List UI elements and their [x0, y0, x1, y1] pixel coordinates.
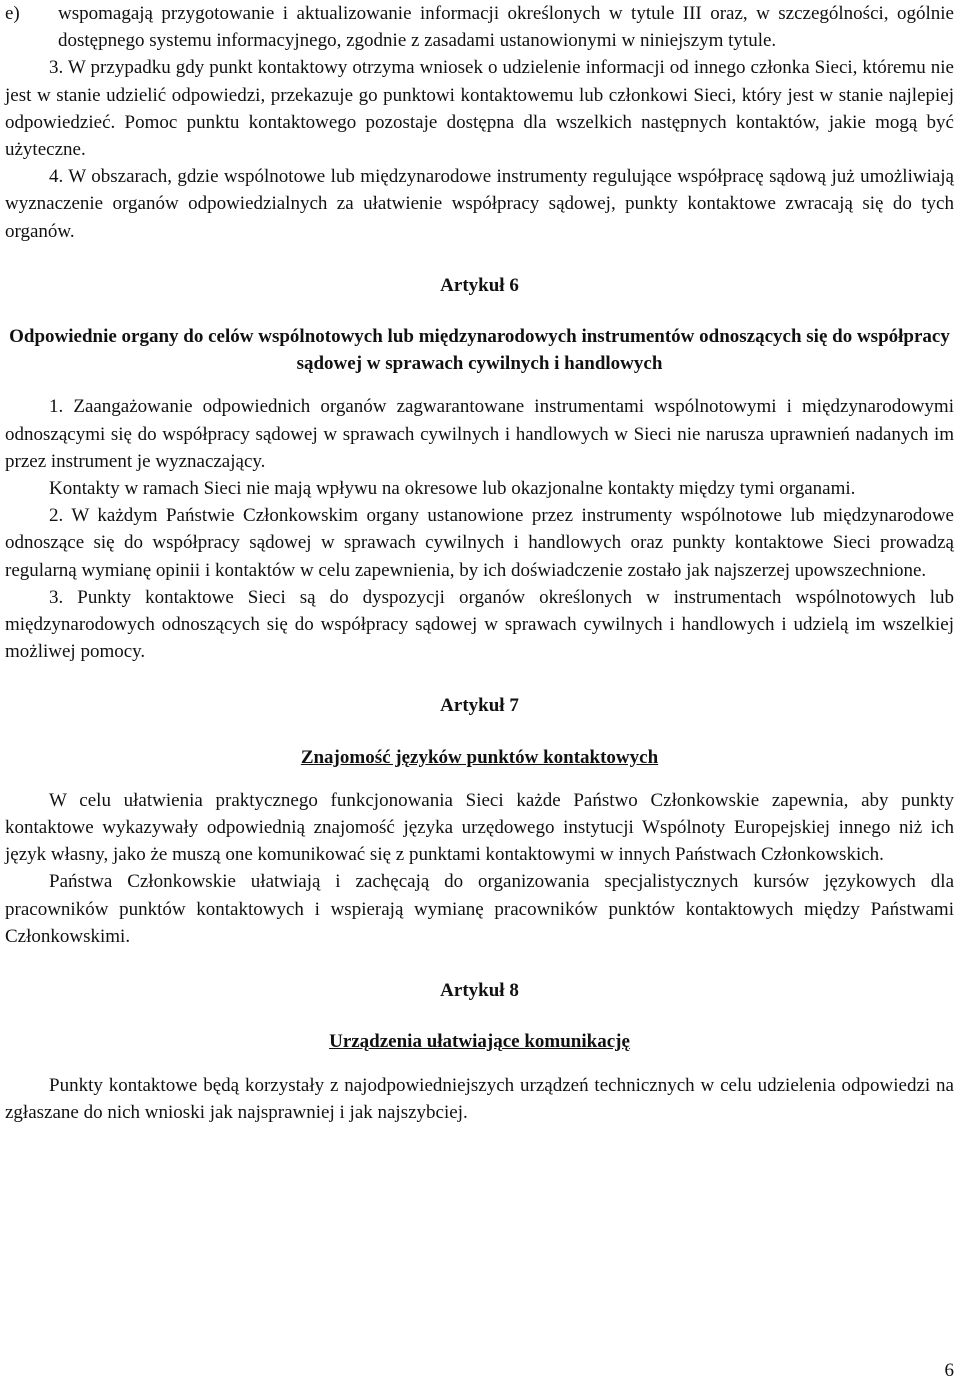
article-7-title: Artykuł 7	[440, 695, 519, 717]
article-6-paragraph-1: 1. Zaangażowanie odpowiednich organów zagwarantowane instrumentami wspólnotowymi i międzynarodowymi odnoszącymi się do współpracy sądowej w sprawach cywilnych i handlowych w Sieci nie narusza uprawnień nadanych im przez instrument je wyznaczający.	[5, 396, 954, 472]
list-item-text: wspomagają przygotowanie i aktualizowanie informacji określonych w tytule III oraz, w szczególności, ogólnie dostępnego systemu informacyjnego, zgodnie z zasadami ustanowionymi w niniejszym tytule.	[58, 3, 954, 52]
paragraph-3: 3. W przypadku gdy punkt kontaktowy otrzyma wniosek o udzielenie informacji od innego członka Sieci, któremu nie jest w stanie udzielić odpowiedzi, przekazuje go punktowi kontaktowemu lub członkowi Sieci, który jest w stanie najlepiej odpowiedzieć. Pomoc punktu kontaktowego pozostaje dostępna dla wszelkich następnych kontaktów, jakie mogą być użyteczne.	[5, 57, 954, 161]
article-6-title: Artykuł 6	[440, 274, 519, 296]
page-number: 6	[944, 1360, 954, 1381]
paragraph-4: 4. W obszarach, gdzie wspólnotowe lub międzynarodowe instrumenty regulujące współpracę sądową już umożliwiają wyznaczenie organów odpowiedzialnych za ułatwienie współpracy sądowej, punkty kontaktowe zwracają się do tych organów.	[5, 166, 954, 242]
article-7-heading: Znajomość języków punktów kontaktowych	[300, 746, 659, 768]
article-8-paragraph-1: Punkty kontaktowe będą korzystały z najodpowiedniejszych urządzeń technicznych w celu udzielenia odpowiedzi na zgłaszane do nich wnioski jak najsprawniej i jak najszybciej.	[5, 1074, 954, 1123]
article-6-paragraph-3: 3. Punkty kontaktowe Sieci są do dyspozycji organów określonych w instrumentach wspólnotowych lub międzynarodowych odnoszących się do współpracy sądowej w sprawach cywilnych i handlowych i udzielą im wszelkiej możliwej pomocy.	[5, 586, 954, 663]
list-marker: e)	[5, 3, 20, 24]
list-item-e	[5, 0, 954, 54]
document-page	[5, 0, 954, 1126]
article-8-title: Artykuł 8	[440, 980, 519, 1002]
article-6-paragraph-1b: Kontakty w ramach Sieci nie mają wpływu na okresowe lub okazjonalne kontakty między tymi organami.	[49, 478, 856, 500]
article-7-paragraph-2: Państwa Członkowskie ułatwiają i zachęcają do organizowania specjalistycznych kursów językowych dla pracowników punktów kontaktowych i wspierają wymianę pracowników punktów kontaktowych między Państwami Członkowskimi.	[5, 871, 954, 947]
article-6-heading: Odpowiednie organy do celów wspólnotowych lub międzynarodowych instrumentów odnoszących się do współpracy sądowej w sprawach cywilnych i handlowych	[9, 326, 950, 375]
article-8-heading: Urządzenia ułatwiające komunikację	[329, 1031, 630, 1053]
article-7-paragraph-1: W celu ułatwienia praktycznego funkcjonowania Sieci każde Państwo Członkowskie zapewnia, aby punkty kontaktowe wykazywały odpowiednią znajomość języka urzędowego instytucji Wspólnoty Europejskiej innego niż ich język własny, jako że muszą one komunikować się z punktami kontaktowymi w innych Państwach Członkowskich.	[5, 789, 954, 866]
article-6-paragraph-2: 2. W każdym Państwie Członkowskim organy ustanowione przez instrumenty wspólnotowe lub międzynarodowe odnoszące się do współpracy sądowej w sprawach cywilnych i handlowych oraz punkty kontaktowe Sieci prowadzą regularną wymianę opinii i kontaktów w celu zapewnienia, by ich doświadczenie zostało jak najszerzej upowszechnione.	[5, 505, 954, 581]
